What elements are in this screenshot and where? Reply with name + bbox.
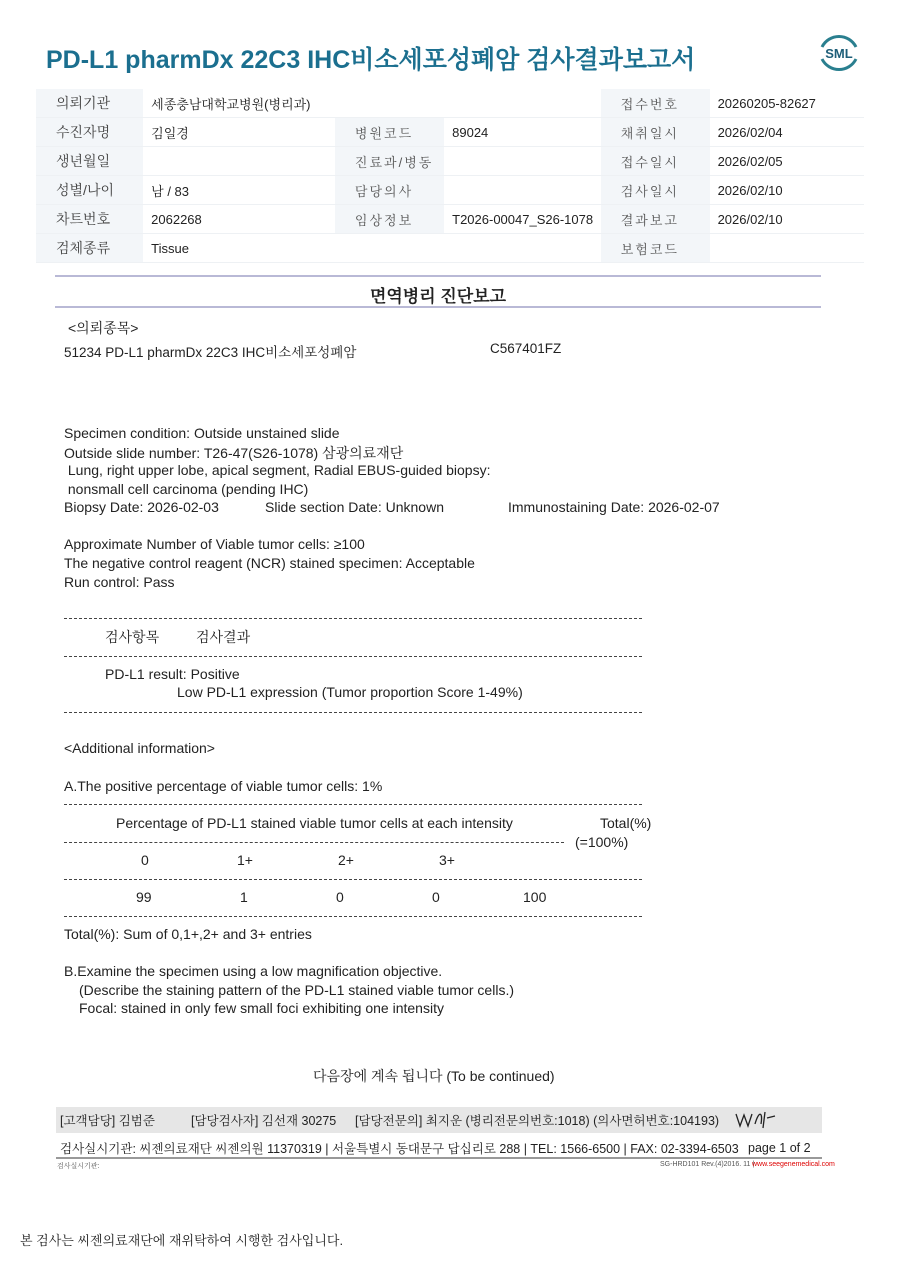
slide-section-date: Slide section Date: Unknown (265, 499, 444, 515)
info-row (36, 176, 864, 205)
info-value (444, 147, 601, 176)
info-value: 2026/02/10 (710, 176, 864, 205)
page-title: PD-L1 pharmDx 22C3 IHC비소세포성폐암 검사결과보고서 (46, 46, 696, 74)
total-header-note: (=100%) (575, 834, 629, 850)
institution-info: 검사실시기관: 씨젠의료재단 씨젠의원 11370319 | 서울특별시 동대문구 답십리로 288 | TEL: 1566-6500 | FAX: 02-3394-6503 (60, 1142, 739, 1156)
dashed-divider (64, 656, 642, 657)
divider (55, 306, 821, 308)
total-note: Total(%): Sum of 0,1+,2+ and 3+ entries (64, 926, 312, 942)
section-b-finding: Focal: stained in only few small foci exhibiting one intensity (79, 1000, 444, 1016)
intensity-table-header: Percentage of PD-L1 stained viable tumor cells at each intensity (116, 815, 513, 831)
pathologist: [담당전문의] 최지운 (병리전문의번호:1018) (의사면허번호:104193) (355, 1114, 720, 1128)
website-link[interactable]: www.seegenemedical.com (752, 1161, 835, 1168)
small-institution-label: 검사실시기관: (57, 1163, 100, 1170)
info-row (36, 205, 864, 234)
info-value (444, 89, 601, 118)
info-label: 채취일시 (601, 118, 710, 147)
info-value: 세종충남대학교병원(병리과) (143, 89, 335, 118)
run-control: Run control: Pass (64, 574, 175, 590)
specimen-diagnosis: nonsmall cell carcinoma (pending IHC) (64, 481, 309, 497)
info-label: 접수번호 (601, 89, 710, 118)
page-number: page 1 of 2 (748, 1141, 811, 1155)
dashed-divider (64, 712, 642, 713)
positive-percentage: A.The positive percentage of viable tumor cells: 1% (64, 778, 383, 794)
info-label: 임상정보 (335, 205, 444, 234)
svg-text:SML: SML (825, 46, 853, 61)
info-value: 2062268 (143, 205, 335, 234)
specimen-site: Lung, right upper lobe, apical segment, Radial EBUS-guided biopsy: (64, 462, 491, 478)
biopsy-date: Biopsy Date: 2026-02-03 (64, 499, 219, 515)
info-label: 성별/나이 (36, 176, 143, 205)
pdl1-expression: Low PD-L1 expression (Tumor proportion Score 1-49%) (177, 684, 523, 700)
info-label: 보험코드 (601, 234, 710, 263)
info-value: 2026/02/04 (710, 118, 864, 147)
sml-logo (816, 30, 862, 76)
info-row (36, 89, 864, 118)
info-label: 차트번호 (36, 205, 143, 234)
info-value: 89024 (444, 118, 601, 147)
info-value: 김일경 (143, 118, 335, 147)
order-item: 51234 PD-L1 pharmDx 22C3 IHC비소세포성폐암 (64, 345, 357, 360)
customer-manager: [고객담당] 김범준 (60, 1114, 155, 1128)
form-revision: SG-HRD101 Rev.(4)2016. 11 | (660, 1161, 755, 1168)
info-label: 수진자명 (36, 118, 143, 147)
info-value (710, 234, 864, 263)
specimen-condition: Specimen condition: Outside unstained slide (64, 425, 340, 441)
info-value: 2026/02/10 (710, 205, 864, 234)
info-label: 검체종류 (36, 234, 143, 263)
info-row (36, 118, 864, 147)
info-row (36, 234, 864, 263)
to-be-continued: 다음장에 계속 됩니다 (To be continued) (313, 1068, 555, 1084)
tester: [담당검사자] 김선재 30275 (191, 1114, 337, 1128)
value-1: 1 (240, 889, 248, 905)
value-3: 0 (432, 889, 440, 905)
info-value: 2026/02/05 (710, 147, 864, 176)
intensity-2: 2+ (338, 852, 354, 868)
viable-tumor-cells: Approximate Number of Viable tumor cells: ≥100 (64, 536, 365, 552)
divider (55, 275, 821, 277)
info-label: 담당의사 (335, 176, 444, 205)
pdl1-result: PD-L1 result: Positive (105, 666, 240, 682)
value-total: 100 (523, 889, 547, 905)
info-label: 병원코드 (335, 118, 444, 147)
info-row (36, 147, 864, 176)
info-label: 의뢰기관 (36, 89, 143, 118)
signature (733, 1106, 777, 1132)
dashed-divider (64, 618, 642, 619)
intensity-3: 3+ (439, 852, 455, 868)
report-title: 면역병리 진단보고 (369, 287, 507, 306)
info-value: T2026-00047_S26-1078 (444, 205, 601, 234)
info-label (335, 234, 444, 263)
value-2: 0 (336, 889, 344, 905)
total-header: Total(%) (600, 815, 652, 831)
value-0: 99 (136, 889, 152, 905)
order-header: <의뢰종목> (68, 320, 139, 336)
info-label: 진료과/병동 (335, 147, 444, 176)
info-label: 생년월일 (36, 147, 143, 176)
outsourcing-note: 본 검사는 씨젠의료재단에 재위탁하여 시행한 검사입니다. (20, 1233, 344, 1248)
intensity-0: 0 (141, 852, 149, 868)
info-label (335, 89, 444, 118)
patient-info-table (36, 89, 864, 263)
section-b-title: B.Examine the specimen using a low magnification objective. (64, 963, 443, 979)
info-label: 결과보고 (601, 205, 710, 234)
col-test-result: 검사결과 (196, 629, 251, 645)
info-value: Tissue (143, 234, 335, 263)
info-value: 20260205-82627 (710, 89, 864, 118)
intensity-1: 1+ (237, 852, 253, 868)
info-label: 접수일시 (601, 147, 710, 176)
dashed-divider (64, 804, 642, 805)
info-label: 검사일시 (601, 176, 710, 205)
outside-slide-number: Outside slide number: T26-47(S26-1078) 삼광의료재단 (64, 445, 404, 461)
immunostaining-date: Immunostaining Date: 2026-02-07 (508, 499, 720, 515)
order-code: C567401FZ (490, 341, 562, 356)
dashed-divider (64, 916, 642, 917)
dashed-divider (64, 879, 642, 880)
info-value (444, 176, 601, 205)
info-value (143, 147, 335, 176)
section-b-description: (Describe the staining pattern of the PD-L1 stained viable tumor cells.) (79, 982, 514, 998)
dashed-divider (64, 842, 564, 843)
info-value (444, 234, 601, 263)
info-value: 남 / 83 (143, 176, 335, 205)
additional-info-header: <Additional information> (64, 740, 215, 756)
ncr-result: The negative control reagent (NCR) stained specimen: Acceptable (64, 555, 475, 571)
col-test-item: 검사항목 (105, 629, 160, 645)
divider (56, 1157, 822, 1159)
